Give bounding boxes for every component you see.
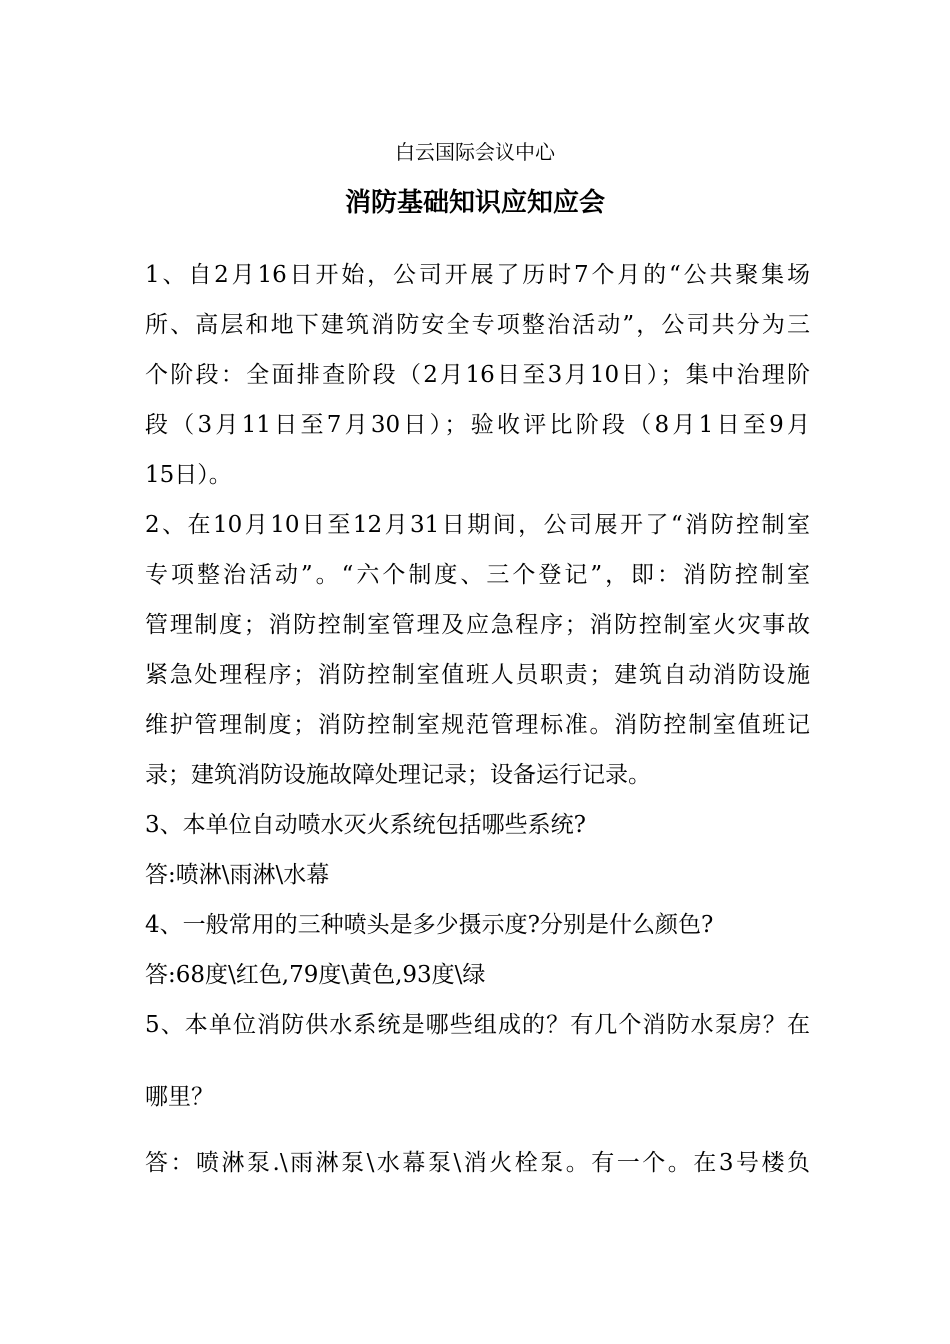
question-5-line-2: 哪里？	[145, 1084, 214, 1110]
answer-3: 答:喷淋\雨淋\水幕	[145, 862, 330, 888]
paragraph-1-line-4: 段（3月11日至7月30日）；验收评比阶段（8月1日至9月	[145, 412, 810, 438]
paragraph-1-line-5: 15日）。	[145, 462, 232, 488]
paragraph-1-line-3: 个阶段：全面排查阶段（2月16日至3月10日）；集中治理阶	[145, 362, 810, 388]
organization-name: 白云国际会议中心	[395, 140, 555, 164]
question-3: 3、本单位自动喷水灭火系统包括哪些系统?	[145, 812, 586, 838]
paragraph-2-line-5: 维护管理制度；消防控制室规范管理标准。消防控制室值班记	[145, 712, 810, 738]
paragraph-2-line-3: 管理制度；消防控制室管理及应急程序；消防控制室火灾事故	[145, 612, 810, 638]
paragraph-2-line-6: 录；建筑消防设施故障处理记录；设备运行记录。	[145, 762, 651, 788]
paragraph-2-line-2: 专项整治活动”。“六个制度、三个登记”，即：消防控制室	[145, 562, 810, 588]
paragraph-2-line-4: 紧急处理程序；消防控制室值班人员职责；建筑自动消防设施	[145, 662, 810, 688]
document-title: 消防基础知识应知应会	[344, 188, 605, 218]
question-5-line-1: 5、本单位消防供水系统是哪些组成的？有几个消防水泵房？在	[145, 1012, 810, 1038]
answer-4: 答:68度\红色,79度\黄色,93度\绿	[145, 962, 486, 988]
question-4: 4、一般常用的三种喷头是多少摄示度?分别是什么颜色?	[145, 912, 714, 938]
paragraph-1-line-1: 1、自2月16日开始，公司开展了历时7个月的“公共聚集场	[145, 262, 810, 288]
paragraph-1-line-2: 所、高层和地下建筑消防安全专项整治活动”，公司共分为三	[145, 312, 810, 338]
paragraph-2-line-1: 2、在10月10日至12月31日期间，公司展开了“消防控制室	[145, 512, 810, 538]
answer-5: 答：喷淋泵.\雨淋泵\水幕泵\消火栓泵。有一个。在3号楼负	[145, 1150, 810, 1176]
